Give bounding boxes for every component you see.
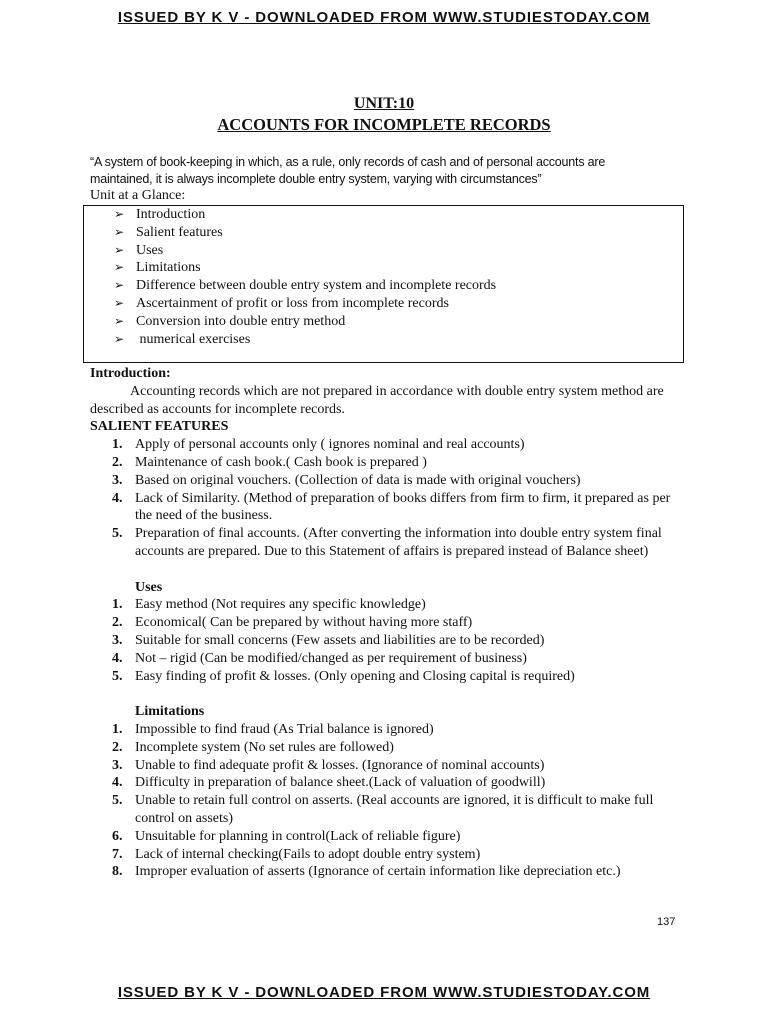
glance-list: [114, 206, 496, 348]
arrowhead-bullet-icon: ➢: [114, 295, 125, 310]
glance-item-text: Limitations: [136, 260, 201, 276]
limitations-item: [90, 721, 680, 739]
item-number: 2.: [112, 615, 123, 631]
item-number: 3.: [112, 472, 123, 488]
glance-item: [114, 259, 496, 277]
salient-heading: SALIENT FEATURES: [90, 419, 229, 435]
item-number: 4.: [112, 490, 123, 506]
item-text: Economical( Can be prepared by without having more staff): [135, 615, 473, 631]
item-text: Unable to find adequate profit & losses. (Ignorance of nominal accounts): [135, 757, 545, 773]
salient-item: [90, 436, 680, 454]
footer-banner: ISSUED BY K V - DOWNLOADED FROM WWW.STUDIESTODAY.COM: [117, 984, 651, 1001]
uses-list: [90, 596, 680, 685]
item-text: Unable to retain full control on asserts. (Real accounts are ignored, it is difficult to make full control on assets): [135, 793, 654, 826]
page-number: 137: [657, 916, 676, 928]
uses-item: [90, 668, 680, 686]
arrowhead-bullet-icon: ➢: [114, 260, 125, 275]
limitations-heading: Limitations: [135, 704, 205, 720]
item-text: Not – rigid (Can be modified/changed as per requirement of business): [135, 650, 527, 666]
item-text: Easy method (Not requires any specific knowledge): [135, 597, 426, 613]
glance-item: [114, 331, 496, 349]
item-number: 5.: [112, 526, 123, 542]
limitations-item: [90, 739, 680, 757]
glance-item-text: Difference between double entry system and incomplete records: [136, 278, 497, 294]
arrowhead-bullet-icon: ➢: [114, 278, 125, 293]
glance-item-text: Conversion into double entry method: [136, 313, 346, 329]
glance-item: [114, 277, 496, 295]
item-text: Improper evaluation of asserts (Ignorance of certain information like depreciation etc.): [135, 864, 621, 880]
glance-box: [83, 205, 684, 363]
unit-number: UNIT:10: [353, 95, 415, 112]
uses-item: [90, 614, 680, 632]
glance-item: [114, 224, 496, 242]
item-text: Difficulty in preparation of balance sheet.(Lack of valuation of goodwill): [135, 775, 546, 791]
arrowhead-bullet-icon: ➢: [114, 207, 125, 221]
glance-label: Unit at a Glance:: [90, 188, 186, 203]
unit-heading: [0, 94, 768, 136]
glance-item-text: Salient features: [136, 224, 223, 240]
item-number: 8.: [112, 864, 123, 880]
limitations-item: [90, 846, 680, 864]
limitations-item: [90, 828, 680, 846]
arrowhead-bullet-icon: ➢: [114, 331, 125, 346]
salient-item: [90, 490, 680, 526]
item-text: Lack of Similarity. (Method of preparation of books differs from firm to firm, it prepared as per the need of the business.: [135, 490, 671, 524]
item-number: 3.: [112, 757, 123, 773]
definition-quote: “A system of book-keeping in which, as a rule, only records of cash and of personal accounts are maintained, it is always incomplete double entry system, varying with circumstances”: [90, 155, 606, 186]
glance-item-text: Ascertainment of profit or loss from incomplete records: [136, 295, 449, 311]
glance-item: [114, 206, 496, 224]
uses-item: [90, 596, 680, 614]
item-number: 2.: [112, 454, 123, 470]
glance-item-text: Uses: [136, 242, 164, 258]
arrowhead-bullet-icon: ➢: [114, 224, 125, 239]
salient-item: [90, 472, 680, 490]
item-number: 7.: [112, 846, 123, 862]
item-text: Maintenance of cash book.( Cash book is prepared ): [135, 454, 427, 470]
item-text: Suitable for small concerns (Few assets and liabilities are to be recorded): [135, 632, 545, 648]
salient-item: [90, 525, 680, 561]
item-text: Preparation of final accounts. (After converting the information into double entry system final accounts are prepared. Due to this Statement of affairs is prepared instead of Balance sheet): [135, 526, 662, 559]
arrowhead-bullet-icon: ➢: [114, 242, 125, 257]
salient-item: [90, 454, 680, 472]
introduction-heading: Introduction:: [90, 366, 171, 381]
limitations-list: [90, 721, 680, 881]
item-number: 1.: [112, 597, 123, 613]
item-text: Unsuitable for planning in control(Lack of reliable figure): [135, 828, 461, 844]
limitations-item: [90, 792, 680, 828]
item-number: 4.: [112, 650, 123, 666]
item-number: 2.: [112, 739, 123, 755]
item-number: 3.: [112, 632, 123, 648]
glance-item: [114, 242, 496, 260]
item-number: 1.: [112, 437, 123, 453]
item-text: Apply of personal accounts only ( ignores nominal and real accounts): [135, 437, 525, 453]
item-text: Impossible to find fraud (As Trial balance is ignored): [135, 721, 434, 737]
limitations-item: [90, 757, 680, 775]
item-number: 5.: [112, 668, 123, 684]
uses-item: [90, 632, 680, 650]
introduction-text: Accounting records which are not prepared in accordance with double entry system method are described as accounts for incomplete records.: [90, 383, 664, 417]
uses-heading: Uses: [135, 579, 163, 595]
uses-item: [90, 650, 680, 668]
item-number: 5.: [112, 793, 123, 809]
content-body: [90, 365, 680, 881]
glance-item: [114, 313, 496, 331]
item-text: Incomplete system (No set rules are followed): [135, 739, 394, 755]
item-number: 6.: [112, 828, 123, 844]
item-text: Based on original vouchers. (Collection of data is made with original vouchers): [135, 472, 581, 488]
header-banner: ISSUED BY K V - DOWNLOADED FROM WWW.STUDIESTODAY.COM: [117, 9, 651, 26]
item-text: Lack of internal checking(Fails to adopt double entry system): [135, 846, 481, 862]
unit-title: ACCOUNTS FOR INCOMPLETE RECORDS: [217, 115, 551, 134]
glance-item-text: numerical exercises: [136, 331, 251, 347]
limitations-item: [90, 774, 680, 792]
item-number: 1.: [112, 721, 123, 737]
salient-list: [90, 436, 680, 561]
item-text: Easy finding of profit & losses. (Only opening and Closing capital is required): [135, 668, 575, 684]
glance-item: [114, 295, 496, 313]
item-number: 4.: [112, 775, 123, 791]
limitations-item: [90, 863, 680, 881]
glance-item-text: Introduction: [136, 207, 206, 222]
arrowhead-bullet-icon: ➢: [114, 313, 125, 328]
